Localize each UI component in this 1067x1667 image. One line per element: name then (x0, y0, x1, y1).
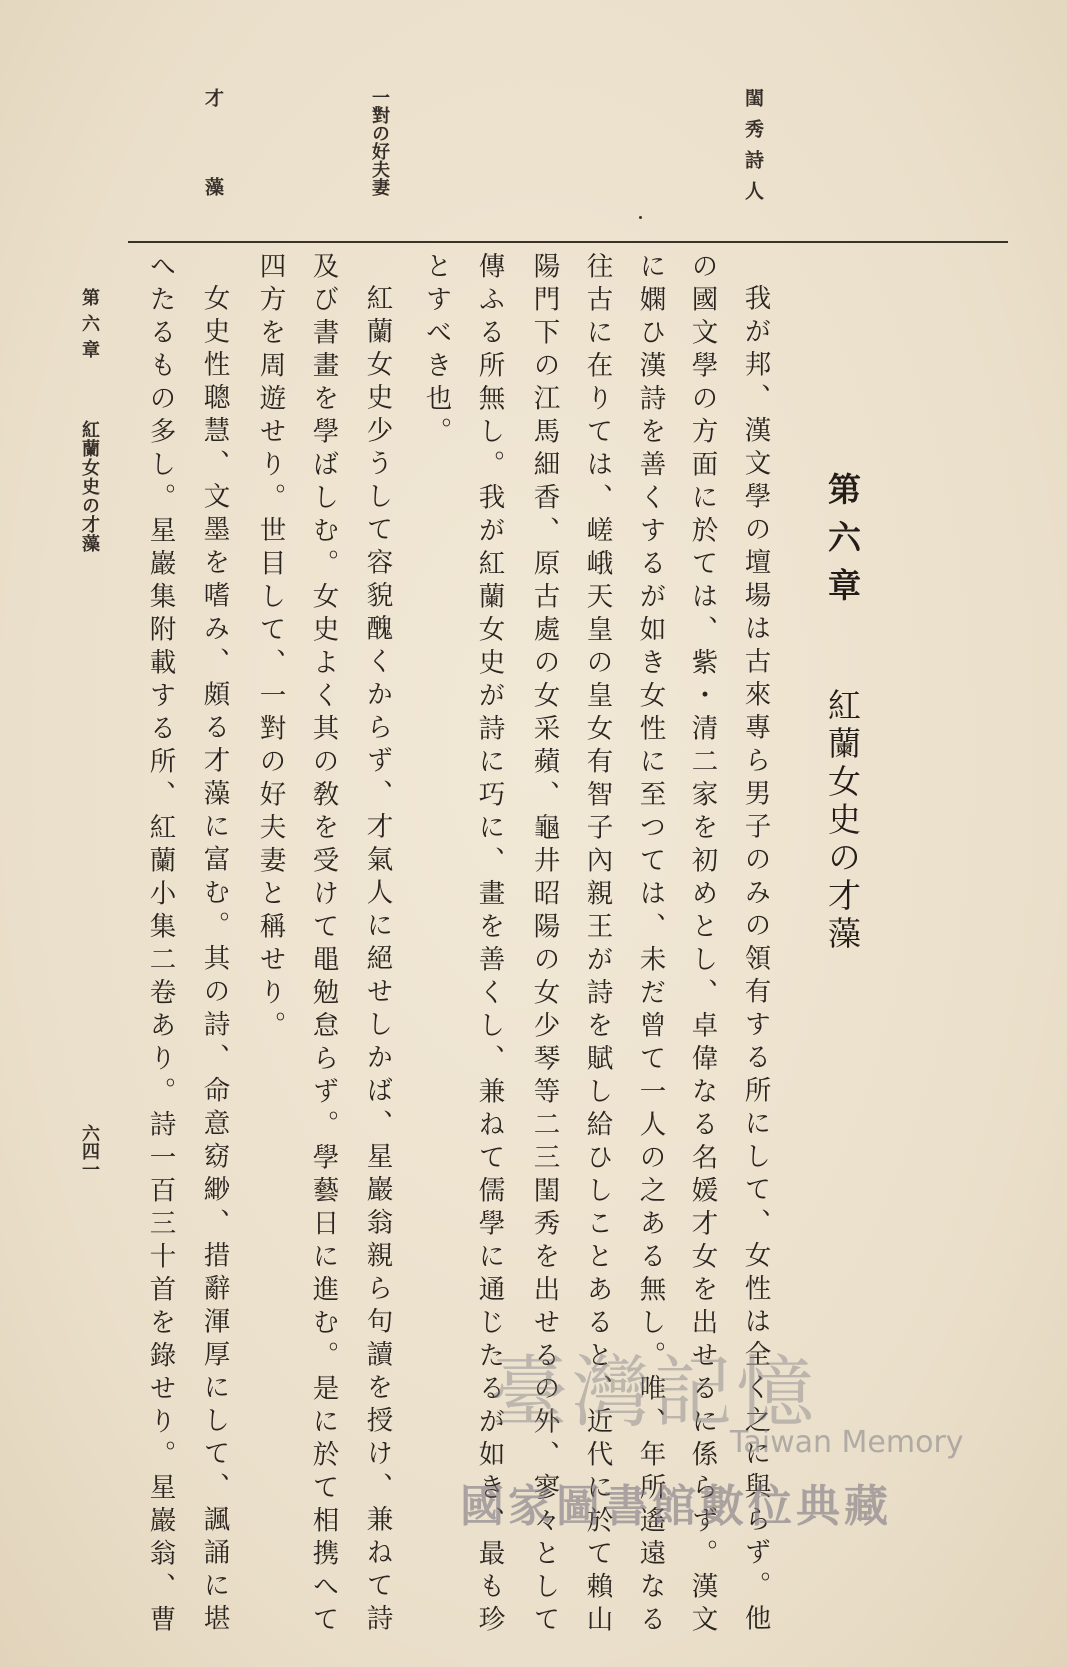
body-column: とすべき也。 (420, 252, 452, 450)
watermark (460, 1330, 1020, 1530)
body-column: 陽門下の江馬細香、原古處の女采蘋、龜井昭陽の女少琴等二三閨秀を出せるの外、寥々として (528, 252, 560, 1638)
body-column: に嫻ひ漢詩を善くするが如き女性に至つては、未だ曾て一人の之ある無し。唯、年所遙遠なる (634, 252, 666, 1638)
side-note: 一對の好夫妻 (369, 88, 390, 196)
header-dot (639, 216, 642, 219)
footer-chapter-title: 紅蘭女史の才藻 (79, 420, 100, 553)
running-title: 閨秀詩人 (742, 88, 764, 212)
chapter-title: 紅蘭女史の才藻 (823, 688, 862, 954)
body-column: へたるもの多し。星巖集附載する所、紅蘭小集二卷あり。詩一百三十首を錄せり。星巖翁、曹 (144, 252, 176, 1638)
header-rule (128, 241, 1008, 243)
chapter-number: 第六章 (823, 472, 862, 616)
body-column: 女史性聰慧、文墨を嗜み、頗る才藻に富む。其の詩、命意窈緲、措辭渾厚にして、諷誦に堪 (198, 284, 230, 1637)
footer-chapter-label: 第六章 (79, 288, 100, 366)
watermark-logo: 臺灣記憶 (490, 1348, 819, 1438)
body-column: 紅蘭女史少うして容貌醜くからず、才氣人に絕せしかば、星巖翁親ら句讀を授け、兼ねて詩 (361, 284, 393, 1637)
watermark-institution: 國家圖書館數位典藏 (460, 1481, 892, 1532)
watermark-english: Taiwan Memory (730, 1425, 964, 1460)
body-column: 及び書畫を學ばしむ。女史よく其の敎を受けて黽勉怠らず。學藝日に進む。是に於て相携へて (307, 252, 339, 1638)
body-column: 往古に在りては、嵯峨天皇の皇女有智子內親王が詩を賦し給ひしことあると、近代に於て賴山 (581, 252, 613, 1638)
body-column: 我が邦、漢文學の壇場は古來專ら男子のみの領有する所にして、女性は全く之に與らず。他 (739, 284, 771, 1637)
side-topic: 才藻 (202, 88, 224, 266)
body-column: 四方を周遊せり。世目して、一對の好夫妻と稱せり。 (254, 252, 286, 1044)
body-column: 傳ふる所無し。我が紅蘭女史が詩に巧に、畫を善くし、兼ねて儒學に通じたるが如き、最も珍 (473, 252, 505, 1638)
body-column: の國文學の方面に於ては、紫・清二家を初めとし、卓偉なる名媛才女を出せるに係らず。漢文 (686, 252, 718, 1638)
page-number: 六四一 (79, 1124, 100, 1178)
